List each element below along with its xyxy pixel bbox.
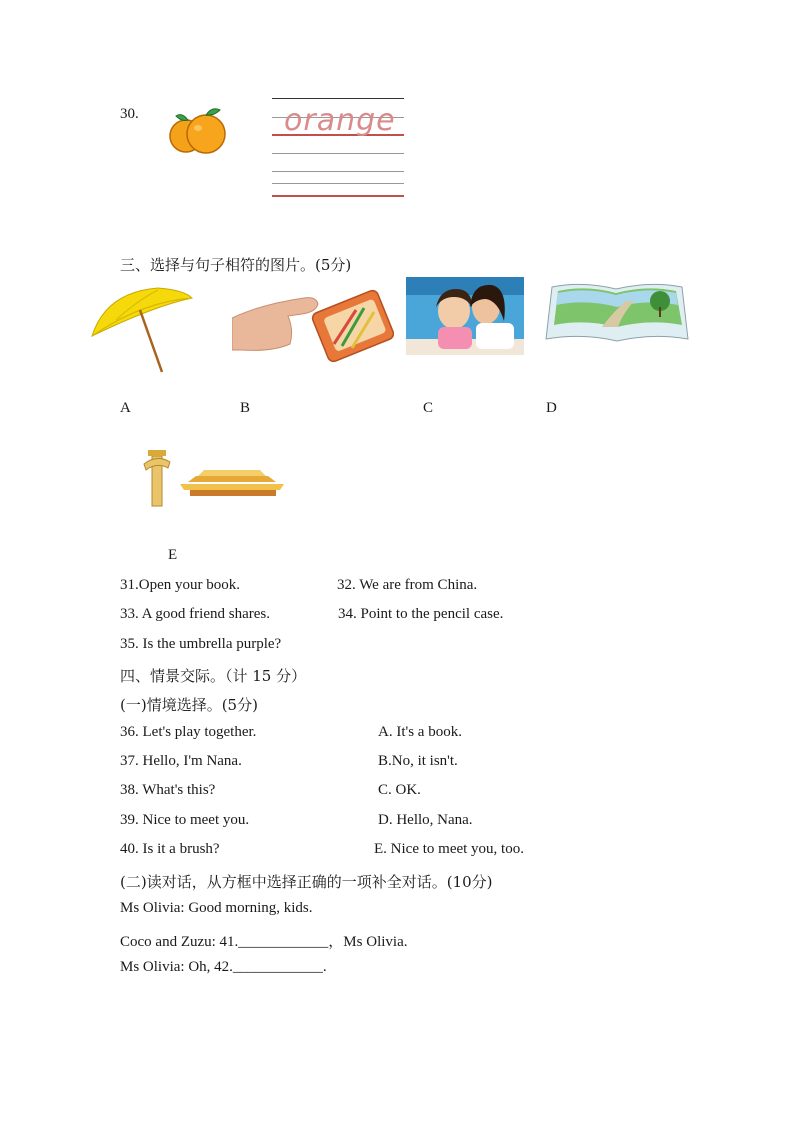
sentence-31: 31.Open your book. xyxy=(120,577,240,593)
dialogue-line-2: Coco and Zuzu: 41.____________，Ms Olivia. xyxy=(120,934,408,950)
question-number-30: 30. xyxy=(120,106,139,122)
picture-label-c: C xyxy=(423,400,434,416)
answer-e: E. Nice to meet you, too. xyxy=(374,841,524,857)
picture-label-a: A xyxy=(120,400,131,416)
question-39: 39. Nice to meet you. xyxy=(120,812,250,828)
umbrella-picture xyxy=(88,286,194,376)
section-4-part-2-heading: (二)读对话，从方框中选择正确的一项补全对话。(10分) xyxy=(120,873,493,891)
handwritten-word-orange: orange xyxy=(284,103,396,138)
sentence-33: 33. A good friend shares. xyxy=(120,606,270,622)
answer-a: A. It's a book. xyxy=(378,724,462,740)
picture-label-d: D xyxy=(546,400,557,416)
section-3-heading: 三、选择与句子相符的图片。(5分) xyxy=(120,256,352,274)
section-4-heading: 四、情景交际。（计 15 分） xyxy=(120,667,307,685)
dialogue-line-3: Ms Olivia: Oh, 42.____________. xyxy=(120,959,327,975)
answer-d: D. Hello, Nana. xyxy=(378,812,473,828)
dialogue-line-1: Ms Olivia: Good morning, kids. xyxy=(120,900,313,916)
open-book-landscape-picture xyxy=(542,279,692,347)
pointing-to-pencil-case-picture xyxy=(232,286,394,372)
orange-fruit-picture xyxy=(168,104,230,158)
tiananmen-picture xyxy=(140,446,286,508)
question-36: 36. Let's play together. xyxy=(120,724,257,740)
section-4-part-1-heading: (一)情境选择。(5分) xyxy=(120,696,258,714)
question-40: 40. Is it a brush? xyxy=(120,841,220,857)
answer-b: B.No, it isn't. xyxy=(378,753,458,769)
girls-whispering-picture xyxy=(406,277,524,355)
sentence-32: 32. We are from China. xyxy=(337,577,478,593)
answer-c: C. OK. xyxy=(378,782,421,798)
sentence-34: 34. Point to the pencil case. xyxy=(338,606,504,622)
question-38: 38. What's this? xyxy=(120,782,216,798)
question-37: 37. Hello, I'm Nana. xyxy=(120,753,242,769)
picture-label-b: B xyxy=(240,400,251,416)
picture-label-e: E xyxy=(168,547,178,563)
sentence-35: 35. Is the umbrella purple? xyxy=(120,636,282,652)
